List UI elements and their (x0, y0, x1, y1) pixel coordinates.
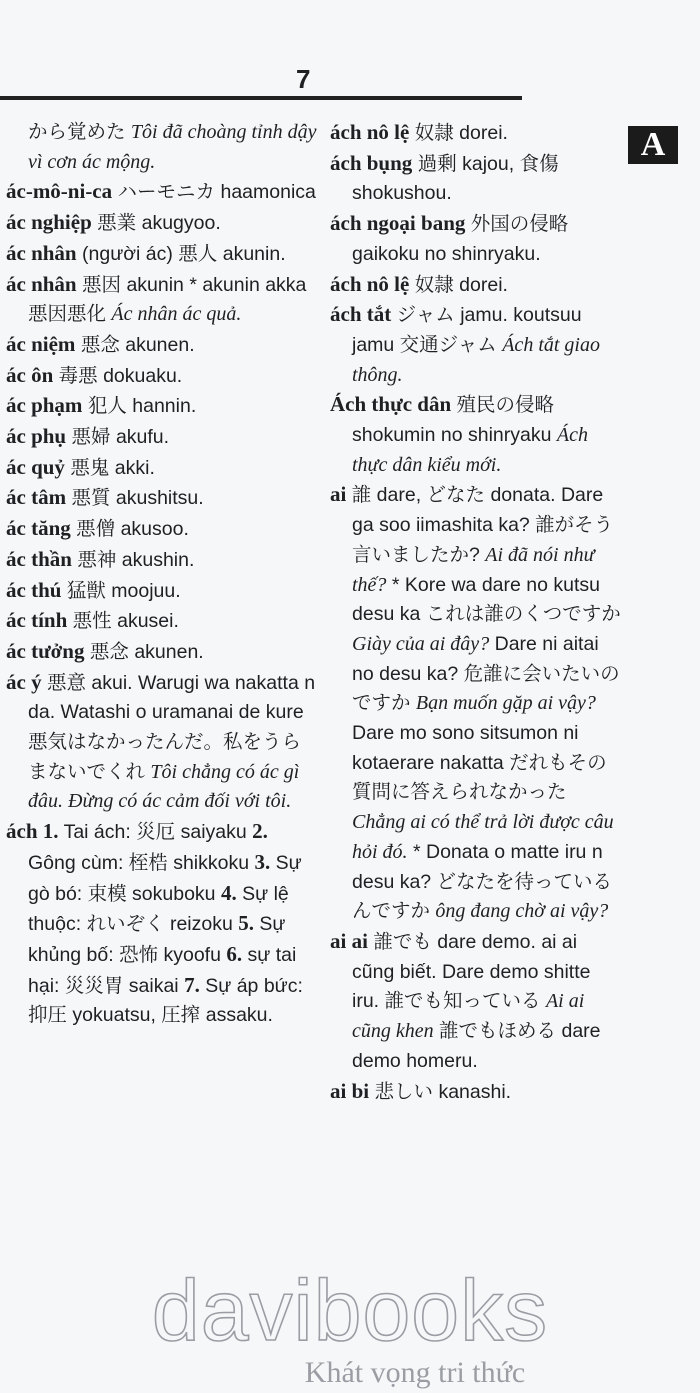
entry-headword: ác tưởng (6, 638, 85, 663)
entry-text: 犯人 hannin. (82, 395, 197, 418)
dictionary-entry (6, 270, 318, 330)
entry-text: Sự lệ thuộc: れいぞく reizoku (28, 882, 289, 936)
entry-headword: ác ôn (6, 362, 54, 387)
dictionary-entry (330, 270, 622, 301)
dictionary-entry (6, 330, 318, 361)
entry-text: 殖民の侵略 shokumin no shinryaku (352, 394, 557, 447)
entry-text: 外国の侵略 gaikoku no shinryaku. (352, 213, 569, 265)
entry-text: Dare mo sono sitsumon ni kotaerare nakatta だれもその質問に答えられなかった (352, 722, 607, 804)
dictionary-entry (6, 361, 318, 392)
left-column (6, 118, 318, 1031)
dictionary-entry (6, 606, 318, 637)
entry-text: Sự gò bó: 束模 sokuboku (28, 851, 302, 905)
entry-headword: ách bụng (330, 150, 413, 175)
entry-headword: ác phụ (6, 424, 67, 449)
dictionary-entry (330, 209, 622, 269)
dictionary-entry (330, 300, 622, 390)
watermark-slogan: Khát vọng tri thức (304, 1356, 526, 1389)
watermark-logo: davibooks (151, 1263, 549, 1359)
dictionary-entry (330, 390, 622, 480)
entry-headword: ác nhân (6, 240, 77, 265)
entry-headword: ác-mô-ni-ca (6, 179, 113, 204)
entry-headword: ai ai (330, 928, 368, 953)
entry-headword: 2. (252, 819, 268, 844)
entry-headword: 5. (238, 911, 254, 936)
entry-example-italic: Ách tắt giao thông. (352, 333, 600, 386)
entry-text: 誰でも dare demo. ai ai cũng biết. Dare demo shitte iru. 誰でも知っている (352, 930, 591, 1013)
entry-text: 悪業 akugyoo. (91, 212, 221, 235)
dictionary-entry (330, 480, 622, 927)
dictionary-entry (6, 514, 318, 545)
dictionary-entry (6, 118, 318, 177)
header-rule (0, 96, 522, 100)
entry-headword: ác tâm (6, 485, 67, 510)
entry-text: * Donata o matte iru n desu ka? どなたを待っているんですか (352, 840, 613, 923)
dictionary-entry (330, 118, 622, 149)
entry-text: Dare ni aitai no desu ka? 危誰に会いたいのですか (352, 632, 620, 715)
entry-example-italic: Ai đã nói như thế? (352, 543, 595, 596)
entry-text: 誰 dare, どなた donata. Dare ga soo iimashita ka? 誰がそう言いましたか? (346, 484, 614, 566)
entry-headword: ác thú (6, 577, 62, 602)
dictionary-entry (6, 208, 318, 239)
dictionary-entry (6, 391, 318, 422)
entry-example-italic: Tôi đã choàng tỉnh dậy vì cơn ác mộng. (28, 121, 317, 173)
watermark (0, 1263, 700, 1389)
entry-text: 悪婦 akufu. (66, 426, 170, 449)
entry-headword: 7. (184, 972, 200, 997)
dictionary-entry (330, 149, 622, 209)
dictionary-entry (6, 453, 318, 484)
entry-text: 奴隷 dorei. (409, 273, 508, 296)
dictionary-entry (6, 422, 318, 453)
entry-headword: ác nhân (6, 271, 77, 296)
entry-text: 誰でもほめる dare demo homeru. (352, 1020, 601, 1072)
dictionary-entry (6, 817, 318, 1031)
entry-text: 過剰 kajou, 食傷 shokushou. (352, 152, 559, 205)
entry-text: 奴隷 dorei. (409, 122, 508, 144)
entry-text: * Kore wa dare no kutsu desu ka これは誰のくつですか (352, 573, 621, 626)
entry-text: 悪質 akushitsu. (66, 487, 204, 510)
entry-example-italic: Ách thực dân kiểu mới. (352, 424, 588, 476)
entry-text: 悪念 akunen. (75, 333, 195, 356)
entry-text: から覚めた (28, 121, 131, 143)
entry-example-italic: Giày của ai đây? (352, 632, 490, 655)
dictionary-entry (6, 239, 318, 270)
entry-example-italic: ông đang chờ ai vậy? (435, 900, 609, 923)
dictionary-entry (6, 668, 318, 818)
entry-text: 悲しい kanashi. (369, 1080, 512, 1103)
entry-example-italic: Tôi chẳng có ác gì đâu. Đừng có ác cảm đối với tôi. (28, 760, 300, 813)
entry-headword: 4. (220, 880, 237, 905)
entry-headword: ác tăng (6, 516, 71, 541)
entry-headword: ác phạm (6, 393, 83, 418)
entry-headword: ác niệm (6, 331, 76, 356)
dictionary-entry (6, 177, 318, 208)
entry-text: Gông cùm: 桎梏 shikkoku (28, 851, 255, 874)
entry-headword: 6. (226, 941, 243, 966)
entry-text: 悪因 akunin * akunin akka 悪因悪化 (28, 273, 307, 326)
entry-text: 悪神 akushin. (71, 548, 195, 571)
entry-text: ジャム jamu. koutsuu jamu 交通ジャム (352, 304, 582, 356)
entry-headword: ác quỷ (6, 454, 65, 479)
entry-text: Sự khủng bố: 恐怖 kyoofu (28, 913, 286, 966)
dictionary-entry (6, 483, 318, 514)
right-column (330, 118, 622, 1107)
entry-headword: 3. (254, 849, 271, 874)
entry-example-italic: Chẳng ai có thể trả lời được câu hỏi đó. (352, 811, 614, 863)
entry-text: sự tai hại: 災災胃 saikai (28, 943, 297, 997)
entry-text: Tai ách: 災厄 saiyaku (58, 821, 253, 844)
entry-headword: ách ngoại bang (330, 211, 466, 236)
dictionary-entry (330, 927, 622, 1077)
entry-text: ハーモニカ haamonica (112, 181, 316, 204)
entry-example-italic: Ai ai cũng khen (352, 990, 585, 1043)
entry-text: 悪意 akui. Warugi wa nakatta n da. Watashi o uramanai de kure 悪気はなかったんだ。私をうらまないでくれ (28, 671, 316, 783)
entry-headword: ách 1. (6, 819, 59, 844)
entry-headword: Ách thực dân (330, 392, 452, 417)
entry-text: 悪性 akusei. (67, 610, 179, 633)
dictionary-entry (6, 545, 318, 576)
entry-headword: ách tắt (330, 302, 392, 327)
page-number: 7 (296, 64, 311, 94)
entry-text: (người ác) 悪人 akunin. (76, 242, 286, 265)
entry-example-italic: Ác nhân ác quả. (111, 303, 242, 326)
entry-headword: ác nghiệp (6, 210, 92, 235)
entry-text: 悪僧 akusoo. (70, 518, 189, 541)
entry-text: 猛獣 moojuu. (61, 579, 181, 602)
dictionary-entry (6, 637, 318, 668)
entry-headword: ách nô lệ (330, 271, 410, 296)
entry-headword: ách nô lệ (330, 120, 410, 144)
entry-headword: ác ý (6, 669, 42, 694)
entry-text: 毒悪 dokuaku. (53, 364, 183, 387)
entry-headword: ai (330, 482, 347, 507)
entry-text: 悪念 akunen. (84, 640, 204, 663)
dictionary-entry (330, 1077, 622, 1108)
letter-tab: A (628, 126, 678, 164)
entry-text: Sự áp bức: 抑圧 yokuatsu, 圧搾 assaku. (28, 974, 303, 1027)
entry-headword: ác tính (6, 608, 68, 633)
entry-example-italic: Bạn muốn gặp ai vậy? (415, 692, 596, 715)
entry-text: 悪鬼 akki. (64, 456, 155, 479)
dictionary-entry (6, 576, 318, 607)
entry-headword: ai bi (330, 1078, 370, 1103)
entry-headword: ác thần (6, 546, 72, 571)
